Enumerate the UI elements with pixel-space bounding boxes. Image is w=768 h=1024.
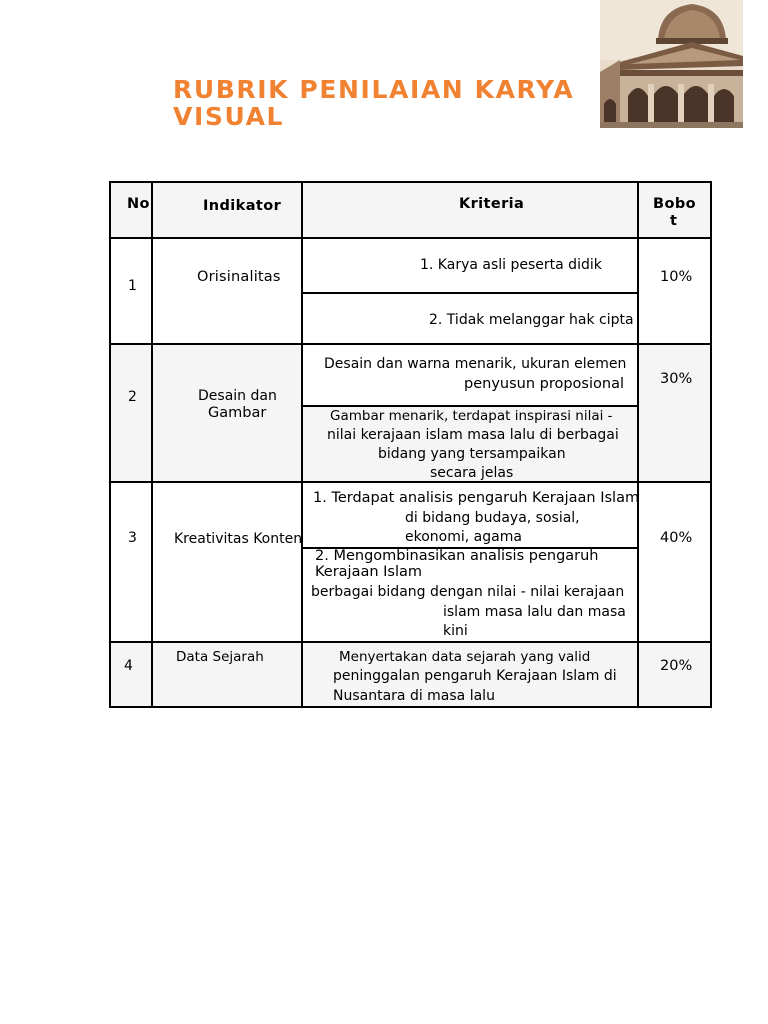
grid-line — [151, 181, 153, 708]
row-2-no: 2 — [128, 389, 137, 405]
grid-line — [710, 181, 712, 708]
grid-line — [109, 706, 712, 708]
row-2-kriteria-b-line-1: Gambar menarik, terdapat inspirasi nilai - — [330, 408, 613, 424]
header-indikator: Indikator — [203, 198, 282, 214]
row-2-kriteria-b-line-2: nilai kerajaan islam masa lalu di berbagai — [327, 427, 619, 443]
row-4-no: 4 — [124, 658, 133, 674]
header-row-bg — [110, 182, 711, 238]
row-3-indikator: Kreativitas Konten — [174, 531, 303, 547]
row-3-kriteria-b-line-3: berbagai bidang dengan nilai - nilai kerajaan — [311, 584, 625, 600]
grid-line — [109, 181, 712, 183]
grid-line — [109, 237, 712, 239]
header-bobot-line-2: t — [670, 213, 678, 229]
row-3-kriteria-a-line-1: 1. Terdapat analisis pengaruh Kerajaan Islam — [313, 490, 640, 506]
page-title-line-2: VISUAL — [173, 102, 285, 131]
row-4-bobot: 20% — [660, 658, 693, 674]
row-1-bobot: 10% — [660, 269, 693, 285]
header-kriteria: Kriteria — [459, 196, 525, 212]
row-3-bobot: 40% — [660, 530, 693, 546]
row-1-no: 1 — [128, 278, 137, 294]
row-4-kriteria-line-1: Menyertakan data sejarah yang valid — [339, 649, 591, 665]
row-2-indikator-line-1: Desain dan — [198, 388, 277, 404]
grid-line — [109, 481, 712, 483]
row-2-kriteria-b-line-3: bidang yang tersampaikan — [378, 446, 566, 462]
row-1-kriteria-a: 1. Karya asli peserta didik — [420, 257, 602, 273]
grid-line — [637, 181, 639, 708]
grid-line — [301, 181, 303, 708]
grid-line — [109, 343, 712, 345]
row-1-kriteria-b: 2. Tidak melanggar hak cipta — [429, 312, 634, 328]
row-4-kriteria-line-3: Nusantara di masa lalu — [333, 688, 495, 704]
grid-line — [301, 292, 639, 294]
header-bobot-line-1: Bobo — [653, 196, 696, 212]
row-3-kriteria-b-line-2: Kerajaan Islam — [315, 564, 423, 580]
row-2-indikator-line-2: Gambar — [208, 405, 267, 421]
grid-line — [109, 181, 111, 708]
row-2-kriteria-a-line-2: penyusun proposional — [464, 376, 624, 392]
row-2-bobot: 30% — [660, 371, 693, 387]
row-3-kriteria-a-line-2: di bidang budaya, sosial, — [405, 510, 580, 526]
row-2-kriteria-a-line-1: Desain dan warna menarik, ukuran elemen — [324, 356, 627, 372]
row-3-kriteria-b-line-1: 2. Mengombinasikan analisis pengaruh — [315, 548, 599, 564]
row-4-kriteria-line-2: peninggalan pengaruh Kerajaan Islam di — [333, 668, 617, 684]
row-3-kriteria-b-line-4: islam masa lalu dan masa — [443, 604, 626, 620]
row-3-kriteria-b-line-5: kini — [443, 623, 468, 639]
header-no: No — [127, 196, 150, 212]
page-title-line-1: RUBRIK PENILAIAN KARYA — [173, 75, 575, 104]
grid-line — [109, 641, 712, 643]
row-2-kriteria-b-line-4: secara jelas — [430, 465, 514, 481]
row-3-no: 3 — [128, 530, 137, 546]
row-4-indikator: Data Sejarah — [176, 649, 264, 665]
row-1-indikator: Orisinalitas — [197, 269, 281, 285]
row-3-kriteria-a-line-3: ekonomi, agama — [405, 529, 522, 545]
